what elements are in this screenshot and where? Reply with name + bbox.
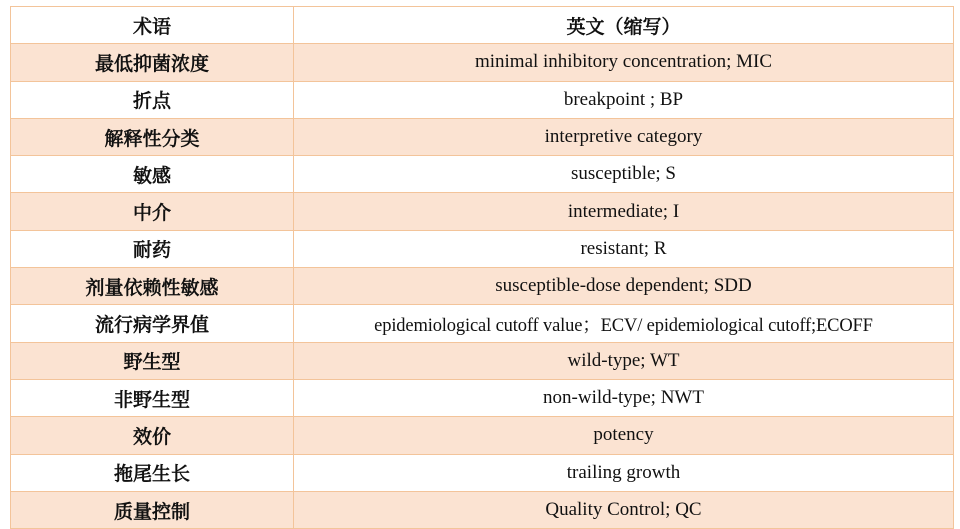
table-row bbox=[11, 193, 954, 230]
terminology-table bbox=[10, 6, 954, 529]
english-cell: non-wild-type; NWT bbox=[294, 379, 954, 416]
english-cell: resistant; R bbox=[294, 230, 954, 267]
table-row bbox=[11, 342, 954, 379]
term-cell: 剂量依赖性敏感 bbox=[11, 268, 294, 305]
english-cell: epidemiological cutoff value；ECV/ epidemiological cutoff;ECOFF bbox=[294, 305, 954, 342]
term-cell: 最低抑菌浓度 bbox=[11, 44, 294, 81]
english-cell: susceptible-dose dependent; SDD bbox=[294, 268, 954, 305]
english-cell: susceptible; S bbox=[294, 156, 954, 193]
table-row bbox=[11, 230, 954, 267]
english-cell: wild-type; WT bbox=[294, 342, 954, 379]
english-cell: minimal inhibitory concentration; MIC bbox=[294, 44, 954, 81]
header-english: 英文（缩写） bbox=[294, 7, 954, 44]
term-cell: 耐药 bbox=[11, 230, 294, 267]
term-cell: 野生型 bbox=[11, 342, 294, 379]
term-cell: 效价 bbox=[11, 417, 294, 454]
table-row bbox=[11, 454, 954, 491]
table-row bbox=[11, 156, 954, 193]
term-cell: 解释性分类 bbox=[11, 118, 294, 155]
term-cell: 敏感 bbox=[11, 156, 294, 193]
table-row bbox=[11, 491, 954, 528]
table-row bbox=[11, 118, 954, 155]
term-cell: 流行病学界值 bbox=[11, 305, 294, 342]
table-row bbox=[11, 81, 954, 118]
term-cell: 拖尾生长 bbox=[11, 454, 294, 491]
table-row bbox=[11, 417, 954, 454]
table-row bbox=[11, 44, 954, 81]
table-row bbox=[11, 268, 954, 305]
english-cell: Quality Control; QC bbox=[294, 491, 954, 528]
term-cell: 中介 bbox=[11, 193, 294, 230]
english-cell: potency bbox=[294, 417, 954, 454]
header-term: 术语 bbox=[11, 7, 294, 44]
english-cell: trailing growth bbox=[294, 454, 954, 491]
table-row bbox=[11, 305, 954, 342]
term-cell: 质量控制 bbox=[11, 491, 294, 528]
term-cell: 非野生型 bbox=[11, 379, 294, 416]
term-cell: 折点 bbox=[11, 81, 294, 118]
table-row bbox=[11, 379, 954, 416]
header-row bbox=[11, 7, 954, 44]
english-cell: breakpoint ; BP bbox=[294, 81, 954, 118]
english-cell: intermediate; I bbox=[294, 193, 954, 230]
english-cell: interpretive category bbox=[294, 118, 954, 155]
